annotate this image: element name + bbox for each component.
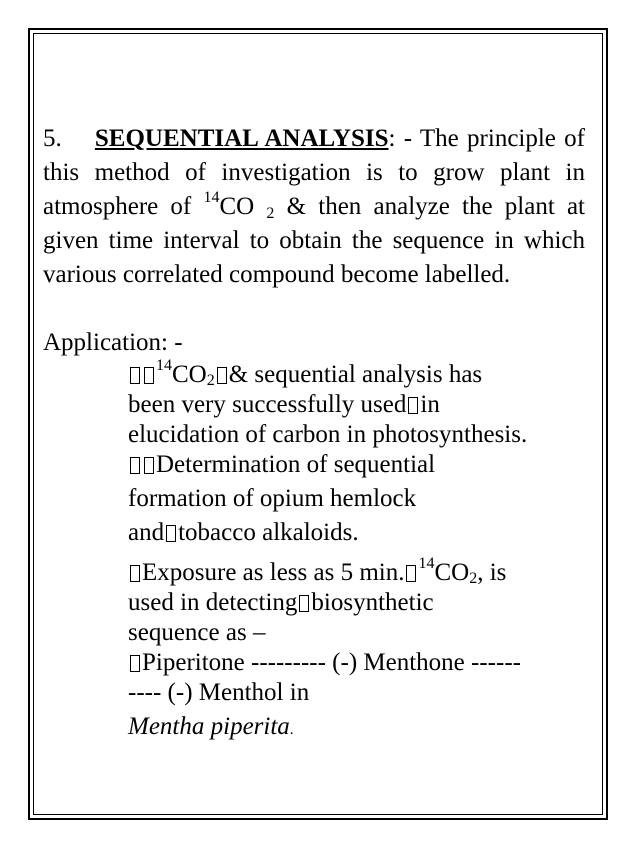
item-text: & sequential analysis has (228, 361, 483, 388)
missing-glyph-box (130, 457, 140, 474)
application-item-2-line-3 (128, 518, 588, 548)
application-item-3-line-3: sequence as – (128, 619, 266, 646)
missing-glyph-box (406, 565, 416, 582)
missing-glyph-box (130, 367, 140, 384)
application-item-4 (128, 648, 588, 678)
item-text: tobacco alkaloids. (178, 519, 359, 546)
application-item-1 (128, 357, 588, 390)
item-text: used in detecting (128, 589, 298, 616)
missing-glyph-box (144, 457, 154, 474)
application-item-3 (128, 555, 588, 588)
co-text: CO (172, 361, 207, 388)
application-item-2 (128, 450, 588, 480)
item-text: , is (477, 559, 507, 586)
item-text: been very successfully used (128, 391, 407, 418)
section-heading: SEQUENTIAL ANALYSIS (94, 125, 389, 152)
co-subscript: 2 (266, 205, 275, 222)
item-text: Exposure as less as 5 min. (142, 559, 405, 586)
trailing-period: . (289, 722, 294, 738)
heading-colon: : (388, 125, 396, 152)
isotope-superscript: 14 (418, 555, 435, 572)
application-item-4-line-3 (128, 712, 588, 745)
sequential-analysis-paragraph (43, 122, 585, 292)
missing-glyph-box (130, 655, 140, 672)
item-text: in (420, 391, 440, 418)
missing-glyph-box (217, 367, 227, 384)
species-name: Mentha piperita (128, 713, 290, 740)
application-item-1-line-2 (128, 390, 588, 420)
para-text-rest: & then analyze the plant at given time interval to obtain the sequence in which various correlated compound become labelled. (43, 193, 586, 288)
application-title: Application: - (43, 329, 183, 356)
missing-glyph-box (144, 367, 154, 384)
missing-glyph-box (408, 397, 418, 414)
item-text: and (128, 519, 165, 546)
application-item-4-line-2: ---- (-) Menthol in (128, 679, 310, 706)
section-number: 5. (43, 125, 62, 152)
item-text: biosynthetic (311, 589, 434, 616)
co-text: CO (434, 559, 470, 586)
isotope-superscript: 14 (156, 357, 172, 374)
application-item-3-line-2 (128, 588, 588, 618)
co-text: CO (219, 193, 267, 220)
application-list (128, 357, 588, 745)
application-item-1-line-3: elucidation of carbon in photosynthesis. (128, 421, 528, 448)
document-content (43, 122, 585, 745)
item-text: Determination of sequential (156, 451, 436, 478)
missing-glyph-box (130, 565, 140, 582)
para-text-lead: - The principle of this method of investigation is to grow plant in atmosphere of (43, 125, 586, 220)
missing-glyph-box (166, 525, 176, 542)
application-item-2-line-2: formation of opium hemlock (128, 485, 417, 512)
co-subscript: 2 (206, 372, 215, 389)
co-subscript: 2 (469, 570, 478, 587)
item-text: Piperitone --------- (-) Menthone ------ (142, 649, 521, 676)
isotope-superscript: 14 (203, 189, 220, 206)
missing-glyph-box (299, 595, 309, 612)
